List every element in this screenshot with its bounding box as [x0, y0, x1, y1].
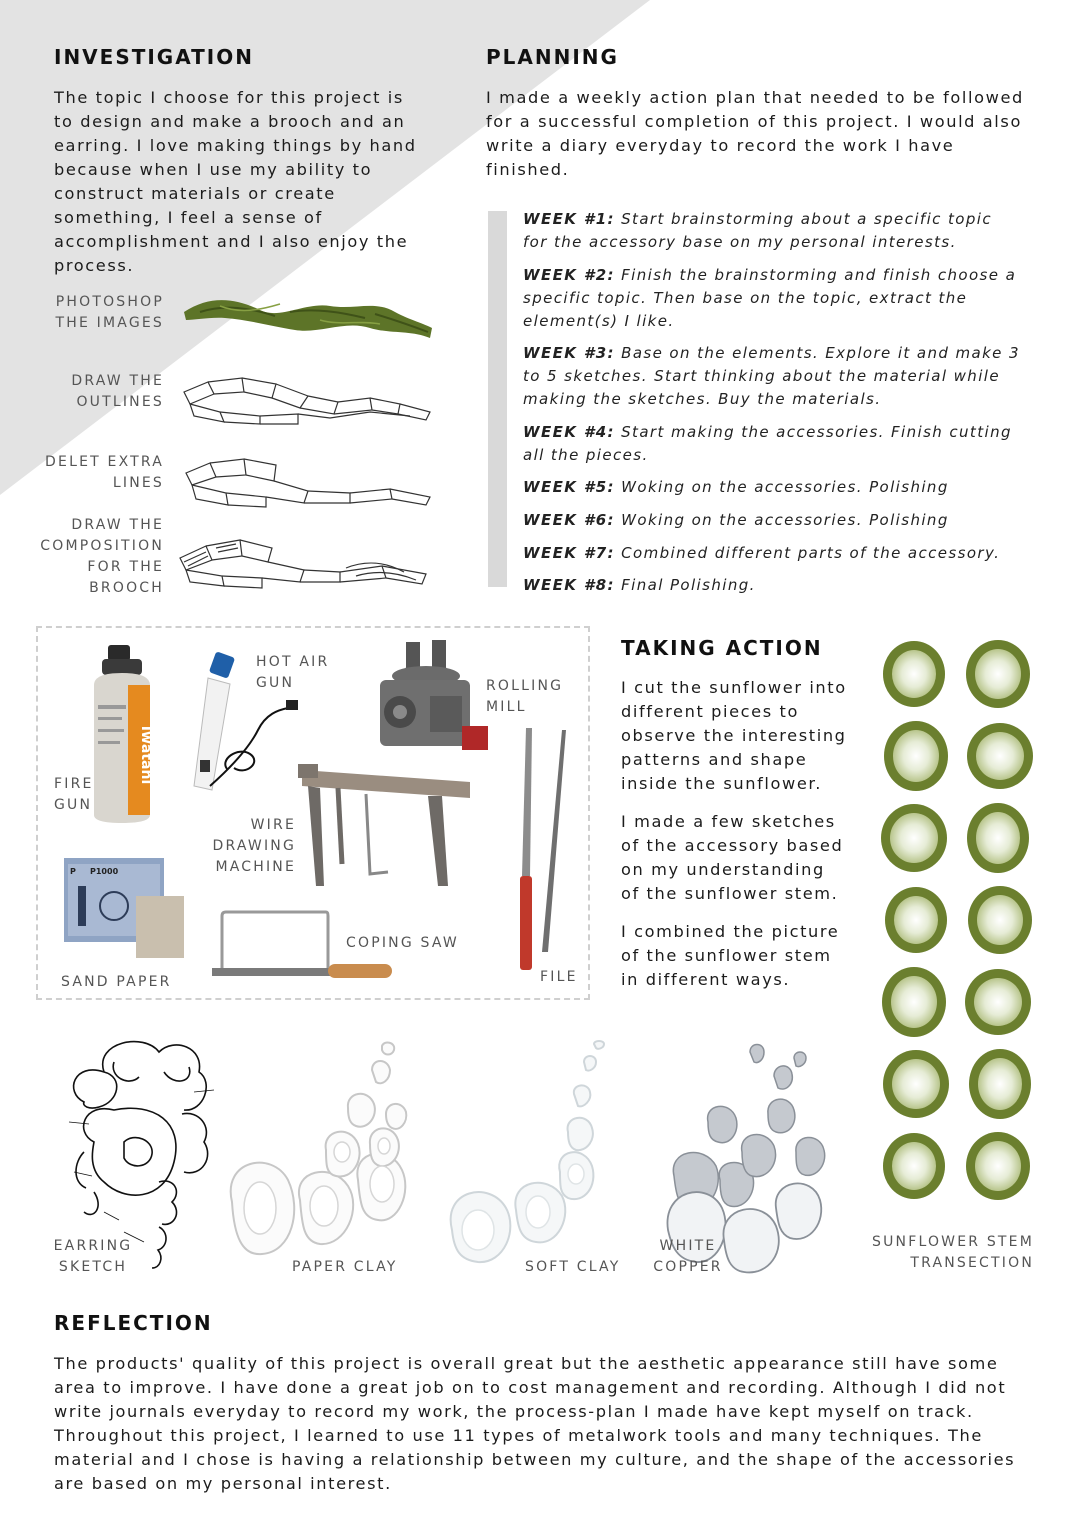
- sunflower-stem-label: [860, 1232, 1034, 1274]
- step-label-line: OUTLINES: [76, 394, 164, 410]
- stem-core: [890, 813, 938, 863]
- week-text: Woking on the accessories. Polishing: [614, 478, 949, 497]
- sample-label-line: EARRING: [53, 1238, 133, 1254]
- tool-label-line: MACHINE: [215, 859, 296, 875]
- week-label: WEEK #1:: [523, 210, 615, 228]
- soft-clay-label: SOFT CLAY: [525, 1259, 621, 1275]
- hot-air-gun-label: [256, 652, 329, 694]
- step-composition-label: [20, 515, 164, 599]
- planning-heading: PLANNING: [486, 45, 619, 69]
- fire-gun-label: [54, 774, 94, 816]
- stem-core: [975, 649, 1021, 699]
- action-line: I combined the picture: [621, 922, 840, 941]
- reflection-line: area to improve. I have done a great job on to cost management and recording. Although I did not: [54, 1378, 1007, 1397]
- investigation-line: to design and make a brooch and an: [54, 112, 406, 131]
- week-text: specific topic. Then base on the topic, extract the: [523, 288, 968, 307]
- week-text: element(s) I like.: [523, 311, 675, 330]
- investigation-line: something, I feel a sense of: [54, 208, 323, 227]
- week-text: Start making the accessories. Finish cutting: [614, 422, 1012, 441]
- action-line: on my understanding: [621, 860, 825, 879]
- week-item: [523, 476, 1063, 499]
- investigation-line: accomplishment and I also enjoy the: [54, 232, 409, 251]
- week-plan-bar: [488, 211, 507, 587]
- reflection-line: Throughout this project, I learned to use 11 types of metalwork tools and many techniques. The: [54, 1426, 983, 1445]
- can-brand-text: Iwatani: [138, 725, 154, 785]
- outline-clean-drawing: [180, 455, 435, 510]
- tool-label-line: HOT AIR: [256, 654, 330, 670]
- step-label-line: PHOTOSHOP: [55, 294, 164, 310]
- planning-line: I made a weekly action plan that needed to be followed: [486, 88, 1024, 107]
- sample-label-line: TRANSECTION: [910, 1255, 1034, 1271]
- green-leaf-image: [180, 290, 435, 345]
- investigation-text: [54, 86, 454, 278]
- wire-drawing-label: [190, 815, 296, 878]
- stem-core: [978, 1058, 1022, 1110]
- coping-saw-label: COPING SAW: [346, 935, 459, 951]
- paper-clay-image: [222, 1040, 437, 1265]
- tool-label-line: FIRE: [54, 776, 94, 792]
- tool-label-line: GUN: [54, 797, 93, 813]
- step-label-line: DRAW THE: [71, 517, 164, 533]
- outline-drawing: [180, 372, 435, 427]
- taking-action-heading: TAKING ACTION: [621, 636, 823, 660]
- sand-paper-image: [64, 856, 190, 960]
- tool-label-line: GUN: [256, 675, 295, 691]
- investigation-line: The topic I choose for this project is: [54, 88, 404, 107]
- stem-core: [891, 976, 937, 1028]
- tool-label-line: ROLLING: [486, 678, 564, 694]
- step-label-line: DELET EXTRA: [45, 454, 164, 470]
- fire-gun-image: [88, 645, 168, 825]
- week-item: [523, 421, 1063, 467]
- taking-action-paragraph: [621, 676, 871, 796]
- week-item: [523, 574, 1063, 597]
- reflection-line: material and I chose is having a relationship between my culture, and the shape of the accessories: [54, 1450, 1016, 1469]
- paper-clay-label: PAPER CLAY: [292, 1259, 398, 1275]
- rolling-mill-image: [370, 636, 490, 758]
- week-text: Woking on the accessories. Polishing: [614, 510, 949, 529]
- step-label-line: FOR THE: [87, 559, 164, 575]
- sample-label-line: SUNFLOWER STEM: [871, 1234, 1034, 1250]
- week-text: all the pieces.: [523, 445, 649, 464]
- step-label-line: DRAW THE: [71, 373, 164, 389]
- week-text: Combined different parts of the accessory.: [614, 543, 1001, 562]
- investigation-line: earring. I love making things by hand: [54, 136, 417, 155]
- sample-label-line: WHITE: [659, 1238, 717, 1254]
- week-item: [523, 208, 1063, 254]
- action-line: of the sunflower stem: [621, 946, 832, 965]
- investigation-line: because when I use my ability to: [54, 160, 373, 179]
- week-text: Final Polishing.: [614, 576, 756, 595]
- week-label: WEEK #2:: [523, 265, 615, 284]
- week-text: Start brainstorming about a specific topic: [614, 210, 992, 228]
- step-label-line: LINES: [112, 475, 164, 491]
- week-plan-list: [523, 208, 1063, 607]
- week-item: [523, 342, 1063, 411]
- reflection-heading: REFLECTION: [54, 1311, 213, 1335]
- step-label-line: COMPOSITION: [40, 538, 164, 554]
- sunflower-stem-grid: [874, 636, 1044, 1210]
- stem-core: [976, 812, 1020, 864]
- tool-label-line: WIRE: [250, 817, 296, 833]
- week-text: for the accessory base on my personal interests.: [523, 233, 957, 251]
- file-tools-image: [496, 726, 576, 974]
- action-line: different pieces to: [621, 702, 799, 721]
- tool-label-line: DRAWING: [212, 838, 296, 854]
- stem-core: [892, 1142, 936, 1190]
- step-photoshop-label: [30, 292, 164, 334]
- reflection-text: [54, 1352, 1064, 1496]
- reflection-line: are based on my personal interest.: [54, 1474, 392, 1493]
- stem-core: [976, 732, 1024, 780]
- action-line: I cut the sunflower into: [621, 678, 847, 697]
- sandpaper-grit: P1000: [90, 867, 119, 876]
- stem-core: [974, 978, 1022, 1026]
- action-line: of the sunflower stem.: [621, 884, 839, 903]
- week-label: WEEK #6:: [523, 510, 615, 529]
- brooch-composition-drawing: [176, 532, 436, 590]
- week-text: Base on the elements. Explore it and make 3: [614, 344, 1020, 363]
- taking-action-text: [621, 676, 871, 992]
- svg-text:P: P: [70, 867, 76, 876]
- step-label-line: THE IMAGES: [55, 315, 164, 331]
- tool-label-line: MILL: [486, 699, 527, 715]
- planning-line: for a successful completion of this project. I would also: [486, 112, 1022, 131]
- stem-core: [892, 650, 936, 698]
- reflection-line: The products' quality of this project is overall great but the aesthetic appearance still have some: [54, 1354, 999, 1373]
- file-label: FILE: [540, 969, 578, 985]
- action-line: in different ways.: [621, 970, 791, 989]
- planning-line: finished.: [486, 160, 570, 179]
- week-label: WEEK #8:: [523, 576, 615, 595]
- action-line: inside the sunflower.: [621, 774, 822, 793]
- stem-core: [893, 730, 939, 782]
- week-label: WEEK #7:: [523, 543, 615, 562]
- week-item: [523, 264, 1063, 333]
- planning-text: [486, 86, 1056, 182]
- stem-core: [894, 896, 938, 944]
- week-label: WEEK #4:: [523, 422, 615, 441]
- wire-drawing-machine-image: [298, 764, 474, 890]
- action-line: I made a few sketches: [621, 812, 836, 831]
- soft-clay-image: [444, 1040, 624, 1265]
- investigation-heading: INVESTIGATION: [54, 45, 254, 69]
- week-text: Finish the brainstorming and finish choose a: [614, 265, 1017, 284]
- week-item: [523, 542, 1063, 565]
- action-line: of the accessory based: [621, 836, 844, 855]
- stem-core: [892, 1059, 940, 1109]
- action-line: observe the interesting: [621, 726, 847, 745]
- week-text: to 5 sketches. Start thinking about the material while: [523, 367, 1000, 386]
- sample-label-line: SKETCH: [58, 1259, 128, 1275]
- stem-core: [977, 895, 1023, 945]
- step-outlines-label: [30, 371, 164, 413]
- week-text: making the sketches. Buy the materials.: [523, 390, 882, 409]
- rolling-mill-label: [486, 676, 563, 718]
- week-label: WEEK #3:: [523, 344, 615, 363]
- week-item: [523, 509, 1063, 532]
- taking-action-paragraph: [621, 810, 871, 906]
- stem-core: [975, 1141, 1021, 1191]
- earring-sketch-label: [40, 1236, 146, 1278]
- sample-label-line: COPPER: [653, 1259, 723, 1275]
- planning-line: write a diary everyday to record the work I have: [486, 136, 955, 155]
- investigation-line: construct materials or create: [54, 184, 336, 203]
- step-label-line: BROOCH: [89, 580, 164, 596]
- step-delete-lines-label: [30, 452, 164, 494]
- white-copper-label: [630, 1236, 746, 1278]
- sand-paper-label: SAND PAPER: [61, 974, 172, 990]
- taking-action-paragraph: [621, 920, 871, 992]
- reflection-line: write journals everyday to record my work, the process-plan I made have kept myself on track.: [54, 1402, 974, 1421]
- week-label: WEEK #5:: [523, 478, 615, 497]
- action-line: patterns and shape: [621, 750, 808, 769]
- investigation-line: process.: [54, 256, 135, 275]
